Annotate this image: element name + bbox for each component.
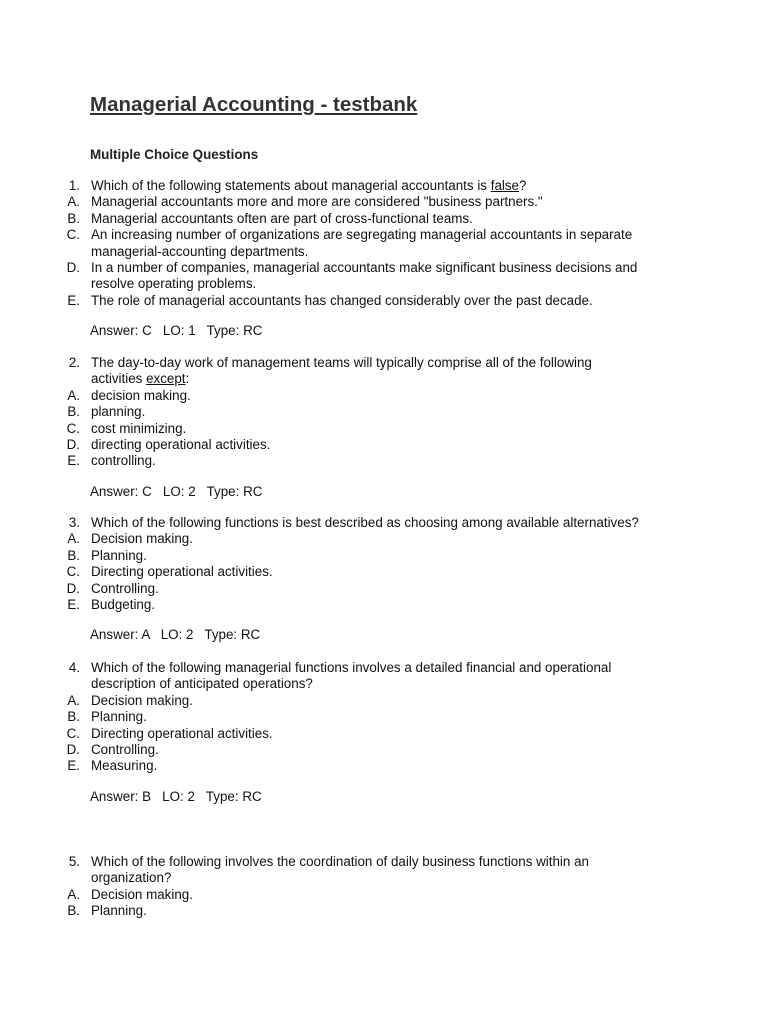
question-stem-line xyxy=(0,178,768,194)
question-stem-text xyxy=(91,870,171,886)
option-letter: B. xyxy=(67,709,80,725)
question-block xyxy=(0,515,768,644)
option-text: Controlling. xyxy=(91,741,159,757)
question-stem-line xyxy=(0,515,768,531)
answer-option-line xyxy=(0,437,768,453)
answer-option-line xyxy=(0,244,768,260)
option-text: decision making. xyxy=(91,387,191,403)
option-letter: B. xyxy=(67,210,80,226)
option-letter: D. xyxy=(66,436,80,452)
answer-option-line xyxy=(0,903,768,919)
question-block xyxy=(0,355,768,500)
question-stem-line xyxy=(0,371,768,387)
question-block xyxy=(0,660,768,805)
question-stem-fragment: Which of the following involves the coordination of daily business functions within an xyxy=(91,854,589,869)
question-stem-text xyxy=(91,355,592,371)
answer-option-line xyxy=(0,693,768,709)
answer-option-line xyxy=(0,194,768,210)
question-stem-fragment: activities xyxy=(91,371,147,387)
question-stem-text xyxy=(91,676,313,692)
answer-option-line xyxy=(0,276,768,292)
answer-option-line xyxy=(0,597,768,613)
option-text: Decision making. xyxy=(91,886,193,902)
option-text: Decision making. xyxy=(91,531,193,547)
question-stem-fragment: organization? xyxy=(91,870,172,886)
underlined-emphasis: except xyxy=(146,371,186,387)
question-stem-text xyxy=(91,854,589,870)
page-title: Managerial Accounting - testbank xyxy=(90,93,418,116)
option-letter: B. xyxy=(67,547,80,563)
question-stem-text xyxy=(91,660,611,676)
option-letter: A. xyxy=(67,531,80,547)
question-stem-line xyxy=(0,854,768,870)
answer-key: Answer: A LO: 2 Type: RC xyxy=(90,627,261,643)
answer-option-line xyxy=(0,564,768,580)
option-text: cost minimizing. xyxy=(91,420,187,436)
option-letter: E. xyxy=(67,596,80,612)
option-letter: C. xyxy=(66,420,80,436)
option-text: Managerial accountants often are part of cross-functional teams. xyxy=(91,210,473,226)
option-letter: C. xyxy=(66,227,80,243)
answer-key: Answer: C LO: 2 Type: RC xyxy=(90,483,263,499)
answer-key: Answer: C LO: 1 Type: RC xyxy=(90,323,263,339)
answer-option-line xyxy=(0,404,768,420)
option-letter: A. xyxy=(67,692,80,708)
option-text: Planning. xyxy=(91,547,147,563)
stem-punctuation: ? xyxy=(519,178,527,193)
answer-option-line xyxy=(0,548,768,564)
option-text: controlling. xyxy=(91,453,156,469)
question-stem-fragment: description of anticipated operations? xyxy=(91,676,313,692)
option-text: The role of managerial accountants has changed considerably over the past decade. xyxy=(91,292,593,308)
option-letter: B. xyxy=(67,903,80,919)
question-stem-text xyxy=(91,515,639,531)
option-text: planning. xyxy=(91,404,146,420)
question-stem-fragment: Which of the following managerial functions involves a detailed financial and operational xyxy=(91,660,612,675)
option-text: An increasing number of organizations are segregating managerial accountants in separate xyxy=(91,227,633,243)
option-letter: D. xyxy=(66,259,80,275)
option-letter: A. xyxy=(67,387,80,403)
option-text: Planning. xyxy=(91,903,147,919)
question-stem-line xyxy=(0,676,768,692)
answer-option-line xyxy=(0,211,768,227)
answer-option-line xyxy=(0,421,768,437)
answer-option-line xyxy=(0,709,768,725)
option-text: Controlling. xyxy=(91,580,159,596)
question-stem-line xyxy=(0,870,768,886)
option-letter: D. xyxy=(66,580,80,596)
answer-option-line xyxy=(0,388,768,404)
option-letter: A. xyxy=(67,194,80,210)
option-letter: A. xyxy=(67,886,80,902)
option-letter: C. xyxy=(66,725,80,741)
option-letter: B. xyxy=(67,404,80,420)
option-text: In a number of companies, managerial accountants make significant business decisions and xyxy=(91,259,638,275)
answer-option-line xyxy=(0,227,768,243)
answer-option-line xyxy=(0,742,768,758)
underlined-emphasis: false xyxy=(490,178,520,193)
question-block xyxy=(0,854,768,920)
option-letter: E. xyxy=(67,292,80,308)
option-letter: C. xyxy=(66,564,80,580)
answer-option-line xyxy=(0,293,768,309)
answer-option-line xyxy=(0,887,768,903)
question-stem-fragment: Which of the following statements about managerial accountants is xyxy=(91,178,491,193)
option-text: resolve operating problems. xyxy=(91,276,257,292)
question-number: 5. xyxy=(68,854,80,869)
option-text: Directing operational activities. xyxy=(91,564,273,580)
question-stem-fragment: The day-to-day work of management teams will typically comprise all of the following xyxy=(91,355,592,370)
option-text: Planning. xyxy=(91,709,147,725)
question-stem-line xyxy=(0,355,768,371)
answer-option-line xyxy=(0,581,768,597)
option-text: Measuring. xyxy=(91,758,158,774)
option-text: Budgeting. xyxy=(91,596,156,612)
answer-key: Answer: B LO: 2 Type: RC xyxy=(90,788,262,804)
option-letter: E. xyxy=(67,453,80,469)
answer-option-line xyxy=(0,758,768,774)
question-number: 1. xyxy=(68,178,80,193)
option-text: Directing operational activities. xyxy=(91,725,273,741)
stem-punctuation: : xyxy=(185,371,190,387)
question-number: 2. xyxy=(68,355,80,370)
question-number: 4. xyxy=(68,660,80,675)
question-block xyxy=(0,178,768,340)
answer-option-line xyxy=(0,726,768,742)
option-letter: D. xyxy=(66,741,80,757)
question-stem-fragment: Which of the following functions is best described as choosing among available alternatives? xyxy=(91,515,639,530)
option-text: directing operational activities. xyxy=(91,436,271,452)
question-stem-line xyxy=(0,660,768,676)
answer-option-line xyxy=(0,531,768,547)
option-text: Decision making. xyxy=(91,692,193,708)
question-stem-text xyxy=(91,178,526,194)
option-text: Managerial accountants more and more are considered "business partners." xyxy=(91,194,543,210)
answer-option-line xyxy=(0,260,768,276)
option-letter: E. xyxy=(67,758,80,774)
question-number: 3. xyxy=(68,515,80,530)
answer-option-line xyxy=(0,453,768,469)
question-stem-text xyxy=(91,371,189,387)
option-text: managerial-accounting departments. xyxy=(91,243,309,259)
section-heading: Multiple Choice Questions xyxy=(90,147,259,162)
